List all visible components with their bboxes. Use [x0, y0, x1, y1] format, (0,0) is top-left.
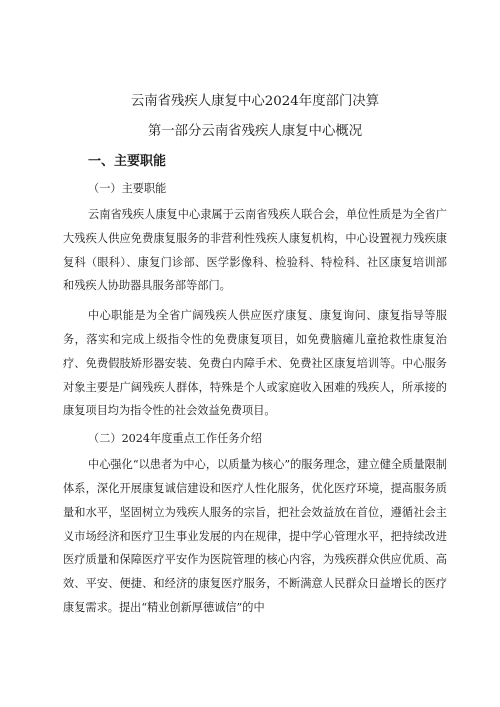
part-title: 第一部分云南省残疾人康复中心概况 — [147, 124, 363, 139]
subsection-heading-main-functions: （一）主要职能 — [88, 182, 167, 195]
paragraph-center-functions: 中心职能是为全省广阔残疾人供应医疗康复、康复询问、康复指导等服务，落实和完成上级指令性的免费康复项目，如免费脑瘫儿童抢救性康复治疗、免费假肢矫形器安装、免费白内障手术、免费社区康复培训等。中心服务对象主要是广阔残疾人群体，特殊是个人或家庭收入困难的残疾人，所承接的康复项目均为指令性的社会效益免费项目。 — [63, 309, 447, 418]
paragraph-center-overview: 云南省残疾人康复中心隶属于云南省残疾人联合会，单位性质是为全省广大残疾人供应免费康复服务的非营利性残疾人康复机构，中心设置视力残疾康复科（眼科）、康复门诊部、医学影像科、检验科、特检科、社区康复培训部和残疾人协助器具服务部等部门。 — [63, 208, 447, 293]
document-title: 云南省残疾人康复中心2024年度部门决算 — [130, 94, 380, 109]
paragraph-key-tasks: 中心强化“以患者为中心，以质量为核心”的服务理念，建立健全质量限制体系，深化开展康复诚信建设和医疗人性化服务，优化医疗环境，提高服务质量和水平，坚固树立为残疾人服务的宗旨，把社会效益放在首位，遵循社会主义市场经济和医疗卫生事业发展的内在规律，提中学心管理水平，把持续改进医疗质量和保障医疗平安作为医院管理的核心内容，为残疾群众供应优质、高效、平安、便捷、和经济的康复医疗服务，不断满意人民群众日益增长的医疗康复需求。提出“精业创新厚德诚信”的中 — [63, 458, 447, 614]
subsection-heading-key-tasks: （二）2024年度重点工作任务介绍 — [88, 432, 262, 446]
section-heading-main-functions: 一、主要职能 — [88, 154, 167, 169]
